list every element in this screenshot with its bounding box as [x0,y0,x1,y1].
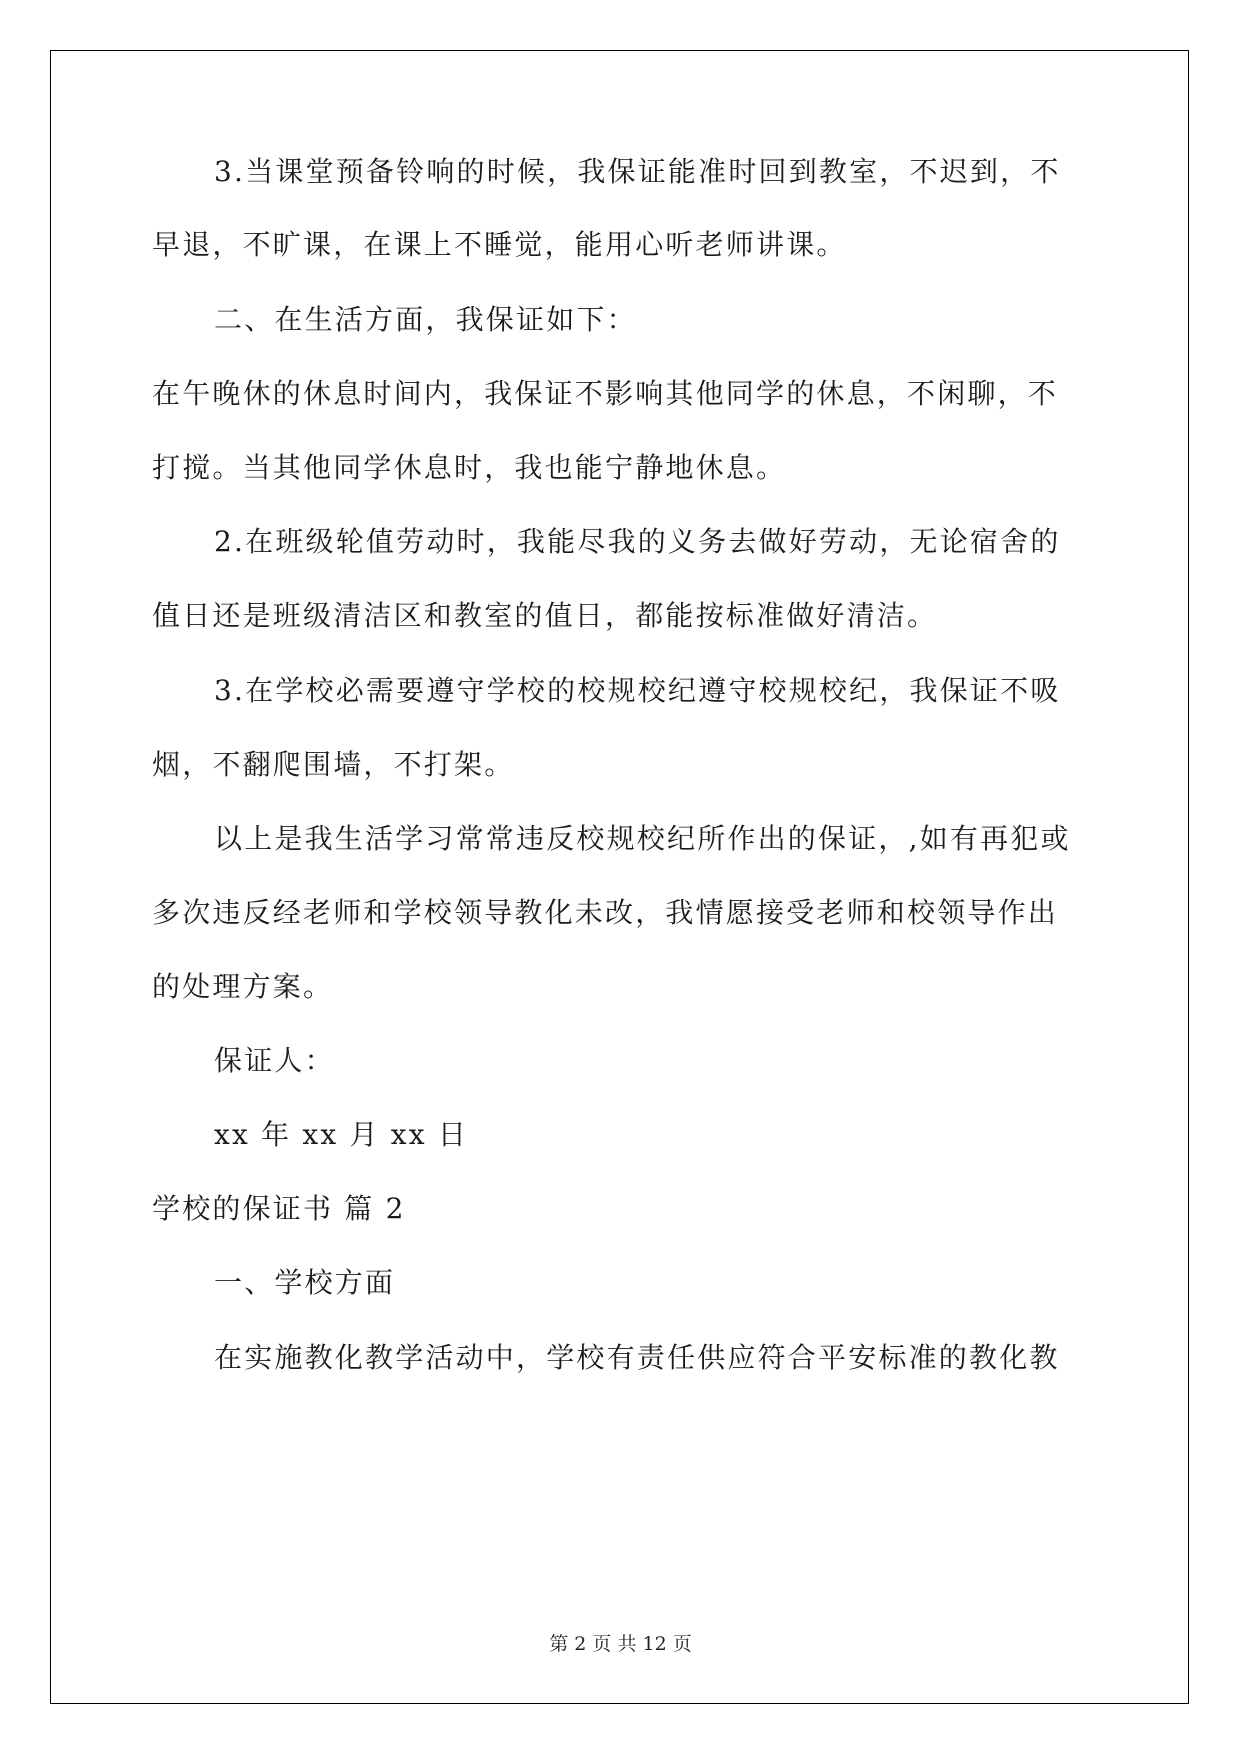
section-title: 学校的保证书 篇 2 [152,1192,406,1225]
text-line: 打搅。当其他同学休息时，我也能宁静地休息。 [152,451,787,484]
text-line: 在午晚休的休息时间内，我保证不影响其他同学的休息，不闲聊，不 [152,377,1059,410]
text-line: 以上是我生活学习常常违反校规校纪所作出的保证，,如有再犯或 [214,822,1071,855]
text-line: 3.在学校必需要遵守学校的校规校纪遵守校规校纪，我保证不吸 [214,674,1061,707]
signer-label: 保证人： [214,1044,335,1077]
text-line: 值日还是班级清洁区和教室的值日，都能按标准做好清洁。 [152,599,938,632]
text-line: 的处理方案。 [152,970,334,1003]
text-line: 在实施教化教学活动中，学校有责任供应符合平安标准的教化教 [214,1341,1060,1374]
section-heading: 一、学校方面 [214,1266,396,1299]
text-line: 2.在班级轮值劳动时，我能尽我的义务去做好劳动，无论宿舍的 [214,525,1061,558]
text-line: 早退，不旷课，在课上不睡觉，能用心听老师讲课。 [152,228,847,261]
text-line: 二、在生活方面，我保证如下： [214,303,637,336]
text-line: 烟，不翻爬围墙，不打架。 [152,748,515,781]
page-number: 第 2 页 共 12 页 [549,1633,692,1655]
page-border [50,50,1189,1704]
text-line: 多次违反经老师和学校领导教化未改，我情愿接受老师和校领导作出 [152,896,1059,929]
date-line: xx 年 xx 月 xx 日 [214,1118,469,1151]
text-line: 3.当课堂预备铃响的时候，我保证能准时回到教室，不迟到，不 [214,155,1061,188]
